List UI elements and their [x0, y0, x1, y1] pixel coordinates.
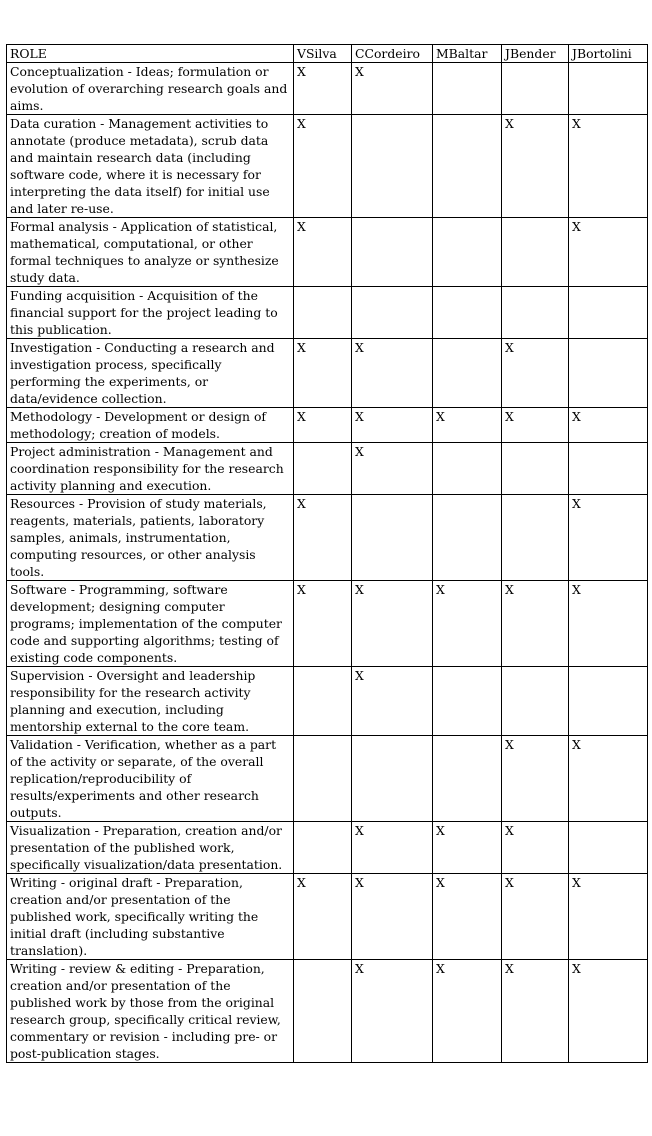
- header-ccordeiro: CCordeiro: [352, 45, 433, 63]
- table-row: [7, 736, 648, 822]
- mark-cell: X: [352, 408, 433, 443]
- mark-cell: [352, 736, 433, 822]
- mark-cell: X: [569, 408, 648, 443]
- mark-cell: X: [502, 736, 569, 822]
- mark-cell: X: [569, 581, 648, 667]
- mark-cell: X: [294, 63, 352, 115]
- mark-cell: [352, 115, 433, 218]
- mark-cell: [433, 667, 502, 736]
- mark-cell: X: [433, 822, 502, 874]
- mark-cell: X: [502, 339, 569, 408]
- mark-cell: [433, 115, 502, 218]
- mark-cell: [569, 287, 648, 339]
- role-cell: Writing - original draft - Preparation, creation and/or presentation of the published work, specifically writing the initial draft (including substantive translation).: [7, 874, 294, 960]
- mark-cell: X: [294, 874, 352, 960]
- mark-cell: X: [352, 63, 433, 115]
- mark-cell: [294, 667, 352, 736]
- role-cell: Investigation - Conducting a research and investigation process, specifically performing the experiments, or data/evidence collection.: [7, 339, 294, 408]
- mark-cell: X: [352, 443, 433, 495]
- mark-cell: X: [569, 115, 648, 218]
- mark-cell: X: [502, 822, 569, 874]
- role-cell: Formal analysis - Application of statistical, mathematical, computational, or other formal techniques to analyze or synthesize study data.: [7, 218, 294, 287]
- header-role: ROLE: [7, 45, 294, 63]
- role-cell: Validation - Verification, whether as a part of the activity or separate, of the overall replication/reproducibility of results/experiments and other research outputs.: [7, 736, 294, 822]
- table-row: [7, 667, 648, 736]
- mark-cell: X: [294, 339, 352, 408]
- mark-cell: X: [352, 960, 433, 1063]
- table-header-row: [7, 45, 648, 63]
- header-mbaltar: MBaltar: [433, 45, 502, 63]
- mark-cell: [433, 736, 502, 822]
- mark-cell: X: [569, 495, 648, 581]
- mark-cell: [433, 287, 502, 339]
- header-jbender: JBender: [502, 45, 569, 63]
- mark-cell: [502, 443, 569, 495]
- table-row: [7, 218, 648, 287]
- mark-cell: X: [294, 581, 352, 667]
- table-row: [7, 63, 648, 115]
- mark-cell: [294, 736, 352, 822]
- mark-cell: [352, 218, 433, 287]
- role-cell: Project administration - Management and coordination responsibility for the research activity planning and execution.: [7, 443, 294, 495]
- table-row: [7, 822, 648, 874]
- mark-cell: X: [294, 115, 352, 218]
- header-vsilva: VSilva: [294, 45, 352, 63]
- role-cell: Supervision - Oversight and leadership responsibility for the research activity planning and execution, including mentorship external to the core team.: [7, 667, 294, 736]
- mark-cell: X: [433, 874, 502, 960]
- table-row: [7, 495, 648, 581]
- table-row: [7, 581, 648, 667]
- mark-cell: X: [502, 874, 569, 960]
- mark-cell: [433, 218, 502, 287]
- mark-cell: X: [294, 408, 352, 443]
- mark-cell: X: [569, 874, 648, 960]
- mark-cell: X: [433, 408, 502, 443]
- table-row: [7, 339, 648, 408]
- mark-cell: [433, 443, 502, 495]
- mark-cell: X: [502, 960, 569, 1063]
- role-cell: Writing - review & editing - Preparation, creation and/or presentation of the published work by those from the original research group, specifically critical review, commentary or revision - including pre- or post-publication stages.: [7, 960, 294, 1063]
- mark-cell: [433, 495, 502, 581]
- mark-cell: X: [352, 581, 433, 667]
- mark-cell: [502, 495, 569, 581]
- mark-cell: X: [502, 115, 569, 218]
- mark-cell: [569, 339, 648, 408]
- mark-cell: [352, 495, 433, 581]
- mark-cell: [294, 960, 352, 1063]
- mark-cell: X: [569, 960, 648, 1063]
- role-cell: Data curation - Management activities to annotate (produce metadata), scrub data and maintain research data (including software code, where it is necessary for interpreting the data itself) for initial use and later re-use.: [7, 115, 294, 218]
- table-row: [7, 960, 648, 1063]
- mark-cell: [433, 63, 502, 115]
- mark-cell: X: [433, 581, 502, 667]
- mark-cell: [294, 822, 352, 874]
- mark-cell: [569, 443, 648, 495]
- mark-cell: X: [569, 736, 648, 822]
- table-row: [7, 408, 648, 443]
- mark-cell: [294, 443, 352, 495]
- mark-cell: [569, 667, 648, 736]
- header-jbortolini: JBortolini: [569, 45, 648, 63]
- mark-cell: X: [352, 339, 433, 408]
- table-row: [7, 443, 648, 495]
- table-row: [7, 115, 648, 218]
- role-cell: Methodology - Development or design of methodology; creation of models.: [7, 408, 294, 443]
- table-row: [7, 287, 648, 339]
- mark-cell: X: [352, 822, 433, 874]
- mark-cell: [352, 287, 433, 339]
- contributor-roles-table: [6, 44, 648, 1063]
- role-cell: Funding acquisition - Acquisition of the financial support for the project leading to this publication.: [7, 287, 294, 339]
- mark-cell: [502, 63, 569, 115]
- mark-cell: X: [352, 667, 433, 736]
- mark-cell: [569, 63, 648, 115]
- mark-cell: X: [294, 218, 352, 287]
- table-body: [7, 63, 648, 1063]
- mark-cell: [569, 822, 648, 874]
- mark-cell: X: [294, 495, 352, 581]
- mark-cell: X: [569, 218, 648, 287]
- mark-cell: X: [433, 960, 502, 1063]
- role-cell: Software - Programming, software development; designing computer programs; implementation of the computer code and supporting algorithms; testing of existing code components.: [7, 581, 294, 667]
- role-cell: Visualization - Preparation, creation and/or presentation of the published work, specifically visualization/data presentation.: [7, 822, 294, 874]
- mark-cell: [502, 667, 569, 736]
- mark-cell: X: [352, 874, 433, 960]
- table-row: [7, 874, 648, 960]
- mark-cell: [294, 287, 352, 339]
- role-cell: Conceptualization - Ideas; formulation or evolution of overarching research goals and aims.: [7, 63, 294, 115]
- mark-cell: [502, 218, 569, 287]
- mark-cell: X: [502, 408, 569, 443]
- mark-cell: X: [502, 581, 569, 667]
- mark-cell: [502, 287, 569, 339]
- role-cell: Resources - Provision of study materials, reagents, materials, patients, laboratory samples, animals, instrumentation, computing resources, or other analysis tools.: [7, 495, 294, 581]
- mark-cell: [433, 339, 502, 408]
